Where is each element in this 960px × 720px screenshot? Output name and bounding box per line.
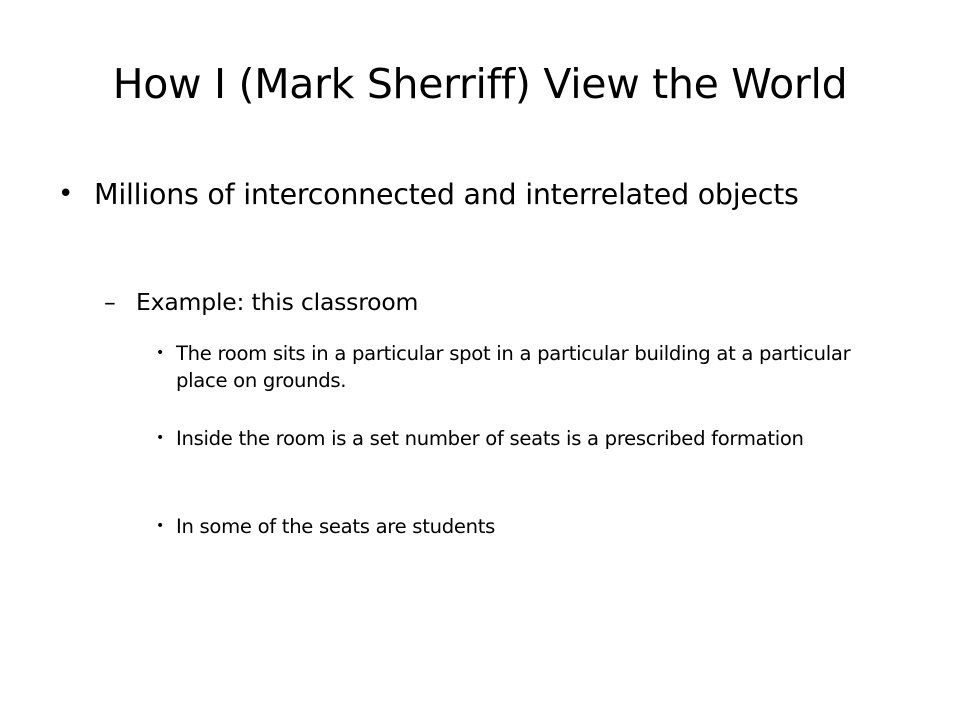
bullet-level-3 (156, 425, 906, 452)
bullet-level-3 (156, 513, 906, 540)
bullet-dot-icon: • (156, 518, 164, 534)
sub-sub-bullet-text: The room sits in a particular spot in a particular building at a particular place on grounds. (176, 342, 851, 393)
bullet-level-3 (156, 340, 906, 395)
sub-bullet-text: Example: this classroom (136, 288, 419, 316)
slide-title: How I (Mark Sherriff) View the World (112, 60, 848, 108)
bullet-dot-icon: • (58, 179, 74, 209)
bullet-dot-icon: • (156, 430, 164, 446)
bullet-text: Millions of interconnected and interrelated objects (94, 178, 799, 211)
bullet-level-1 (58, 178, 858, 212)
sub-sub-bullet-text: In some of the seats are students (176, 515, 496, 538)
sub-sub-bullet-text: Inside the room is a set number of seats is a prescribed formation (176, 427, 804, 450)
bullet-dot-icon: • (156, 345, 164, 361)
dash-icon: – (104, 288, 116, 316)
bullet-level-2 (104, 288, 864, 316)
